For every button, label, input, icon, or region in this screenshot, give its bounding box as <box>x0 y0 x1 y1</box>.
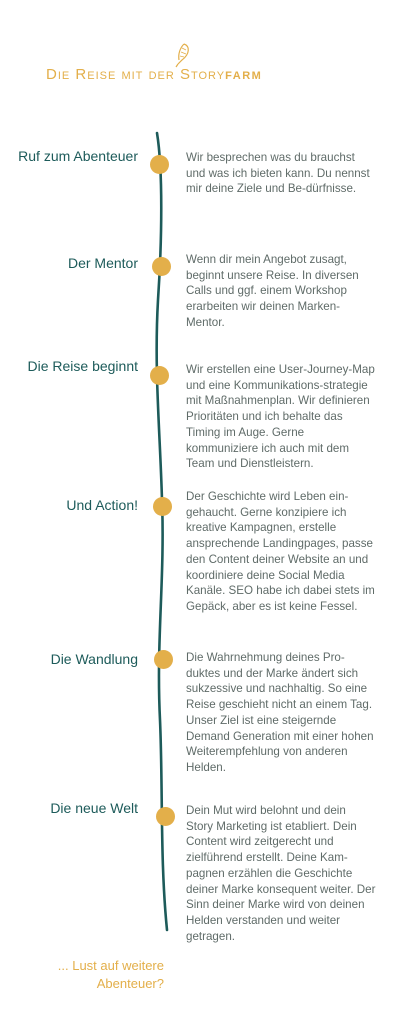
step-title: Die neue Welt <box>50 800 138 816</box>
footer-cta[interactable] <box>4 957 164 993</box>
brand-story: Story <box>179 66 226 83</box>
timeline-dot <box>150 155 169 174</box>
step-description: Wenn dir mein Angebot zusagt, beginnt unsere Reise. In diversen Calls und ggf. einem Workshop erarbeiten wir deinen Marken-Mentor. <box>186 253 359 329</box>
step-description: Dein Mut wird belohnt und dein Story Marketing ist etabliert. Dein Content wird zeitgerecht und zielführend erstellt. Deine Kam-pagnen erzählen die Geschichte deiner Marke konsequent weiter. Der Sinn deiner Marke wird von deinen Helden verstanden und weiter getragen. <box>186 804 376 943</box>
timeline-dot <box>150 366 169 385</box>
step-description: Die Wahrnehmung deines Pro-duktes und der Marke ändert sich sukzessive und nachhaltig. So eine Reise geschieht nicht an einem Tag. Unser Ziel ist eine steigernde Demand Generation mit einer hohen Weiterempfehlung von anderen Helden. <box>186 651 374 774</box>
step-description: Wir besprechen was du brauchst und was ich bieten kann. Du nennst mir deine Ziele und Be-dürfnisse. <box>186 151 370 196</box>
timeline-dot <box>156 807 175 826</box>
footer-line-1: ... Lust auf weitere <box>57 958 164 973</box>
timeline-dot <box>154 650 173 669</box>
step-title: Und Action! <box>66 497 138 513</box>
brand-farm: farm <box>225 66 263 83</box>
timeline-dot <box>152 257 171 276</box>
step-description: Der Geschichte wird Leben ein-gehaucht. Gerne konzipiere ich kreative Kampagnen, erstelle ansprechende Landingpages, passe den Content deiner Website an und koordiniere deine Social Media Kanäle. SEO habe ich dabei stets im Gepäck, aber es ist keine Fessel. <box>186 490 375 613</box>
step-title: Die Wandlung <box>50 651 138 667</box>
timeline-dot <box>153 497 172 516</box>
step-title: Der Mentor <box>67 255 138 271</box>
title-prefix: Die Reise mit der <box>46 66 180 83</box>
step-title: Ruf zum Abenteuer <box>18 148 138 164</box>
step-title: Die Reise beginnt <box>27 358 138 374</box>
step-description: Wir erstellen eine User-Journey-Map und eine Kommunikations-strategie mit Maßnahmenplan. Wir definieren Prioritäten und ich behalte das Timing im Auge. Gerne kommuniziere ich auch mit dem Team und Dienstleistern. <box>186 363 375 471</box>
footer-line-2: Abenteuer? <box>96 976 164 991</box>
